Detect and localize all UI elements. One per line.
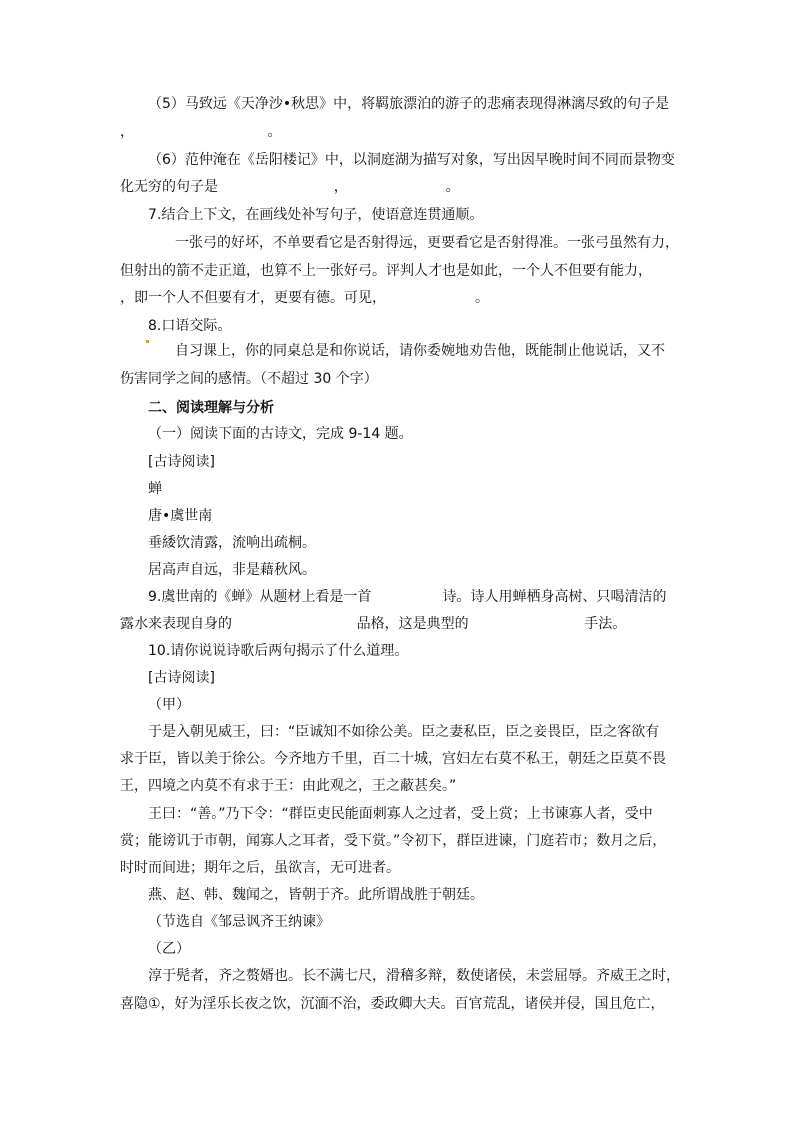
question-6-line-2: 化无穷的句子是 ， 。: [120, 179, 460, 195]
question-9-line-1: 9.虞世南的《蝉》从题材上看是一首 诗。诗人用蝉栖身高树、只喝清洁的: [148, 589, 667, 605]
question-8: 8.口语交际。: [148, 318, 232, 334]
question-10: 10.请你说说诗歌后两句揭示了什么道理。: [148, 643, 409, 659]
question-5-line-1: （5）马致远《天净沙•秋思》中，将羁旅漂泊的游子的悲痛表现得淋漓尽致的句子是: [148, 96, 670, 112]
passage-a-label: （甲）: [148, 697, 190, 713]
passage-a-line-6: 时时而间进；期年之后，虽欲言，无可进者。: [120, 860, 400, 876]
question-8-line-2: 伤害同学之间的感情。（不超过 30 个字）: [120, 371, 378, 387]
passage-b-line-2: 喜隐①，好为淫乐长夜之饮，沉湎不治，委政卿大夫。百官荒乱，诸侯并侵，国且危亡，: [120, 996, 665, 1012]
question-9-line-2: 露水来表现自身的 品格，这是典型的 手法。: [120, 616, 627, 632]
passage-a-source: （节选自《邹忌讽齐王纳谏》: [148, 914, 330, 930]
question-7: 7.结合上下文，在画线处补写句子，使语意连贯通顺。: [148, 207, 484, 223]
passage-a-line-4: 王曰：“善。”乃下令：“群臣吏民能面刺寡人之过者，受上赏；上书谏寡人者，受中: [148, 806, 653, 822]
subsection-1-instruction: （一）阅读下面的古诗文，完成 9-14 题。: [148, 426, 413, 442]
poem-line-2: 居高声自远，非是藉秋风。: [148, 562, 316, 578]
question-8-line-1: 自习课上，你的同桌总是和你说话，请你委婉地劝告他，既能制止他说话，又不: [175, 343, 665, 359]
question-7-passage-line-1: 一张弓的好坏，不单要看它是否射得远，更要看它是否射得准。一张弓虽然有力，: [175, 235, 679, 251]
ancient-poem-tag: [古诗阅读]: [148, 454, 215, 470]
passage-a-line-7: 燕、赵、韩、魏闻之，皆朝于齐。此所谓战胜于朝廷。: [148, 887, 484, 903]
passage-a-line-1: 于是入朝见威王，曰：“臣诚知不如徐公美。臣之妻私臣，臣之妾畏臣，臣之客欲有: [148, 724, 660, 740]
poem-title: 蝉: [148, 481, 162, 497]
question-6-line-1: （6）范仲淹在《岳阳楼记》中，以洞庭湖为描写对象，写出因早晚时间不同而景物变: [148, 152, 675, 168]
passage-b-label: （乙）: [148, 941, 190, 957]
ancient-prose-tag: [古诗阅读]: [148, 670, 215, 686]
section-2-heading: 二、阅读理解与分析: [148, 400, 274, 416]
question-7-passage-line-2: 但射出的箭不走正道，也算不上一张好弓。评判人才也是如此，一个人不但要有能力，: [120, 263, 652, 279]
passage-a-line-3: 王，四境之内莫不有求于王：由此观之，王之蔽甚矣。”: [120, 778, 457, 794]
question-5-line-2: ， 。: [120, 124, 282, 140]
poem-author: 唐•虞世南: [148, 508, 213, 524]
poem-line-1: 垂緌饮清露，流响出疏桐。: [148, 535, 316, 551]
passage-b-line-1: 淳于髡者，齐之赘婿也。长不满七尺，滑稽多辩，数使诸侯，未尝屈辱。齐威王之时，: [148, 968, 680, 984]
bullet-dot: [146, 340, 149, 343]
passage-a-line-2: 求于臣，皆以美于徐公。今齐地方千里，百二十城，宫妇左右莫不私王，朝廷之臣莫不畏: [120, 751, 666, 767]
passage-a-line-5: 赏；能谤讥于市朝，闻寡人之耳者，受下赏。”令初下，群臣进谏，门庭若市；数月之后，: [120, 833, 667, 849]
question-7-passage-line-3: ，即一个人不但要有才，更要有德。可见， 。: [120, 290, 490, 306]
